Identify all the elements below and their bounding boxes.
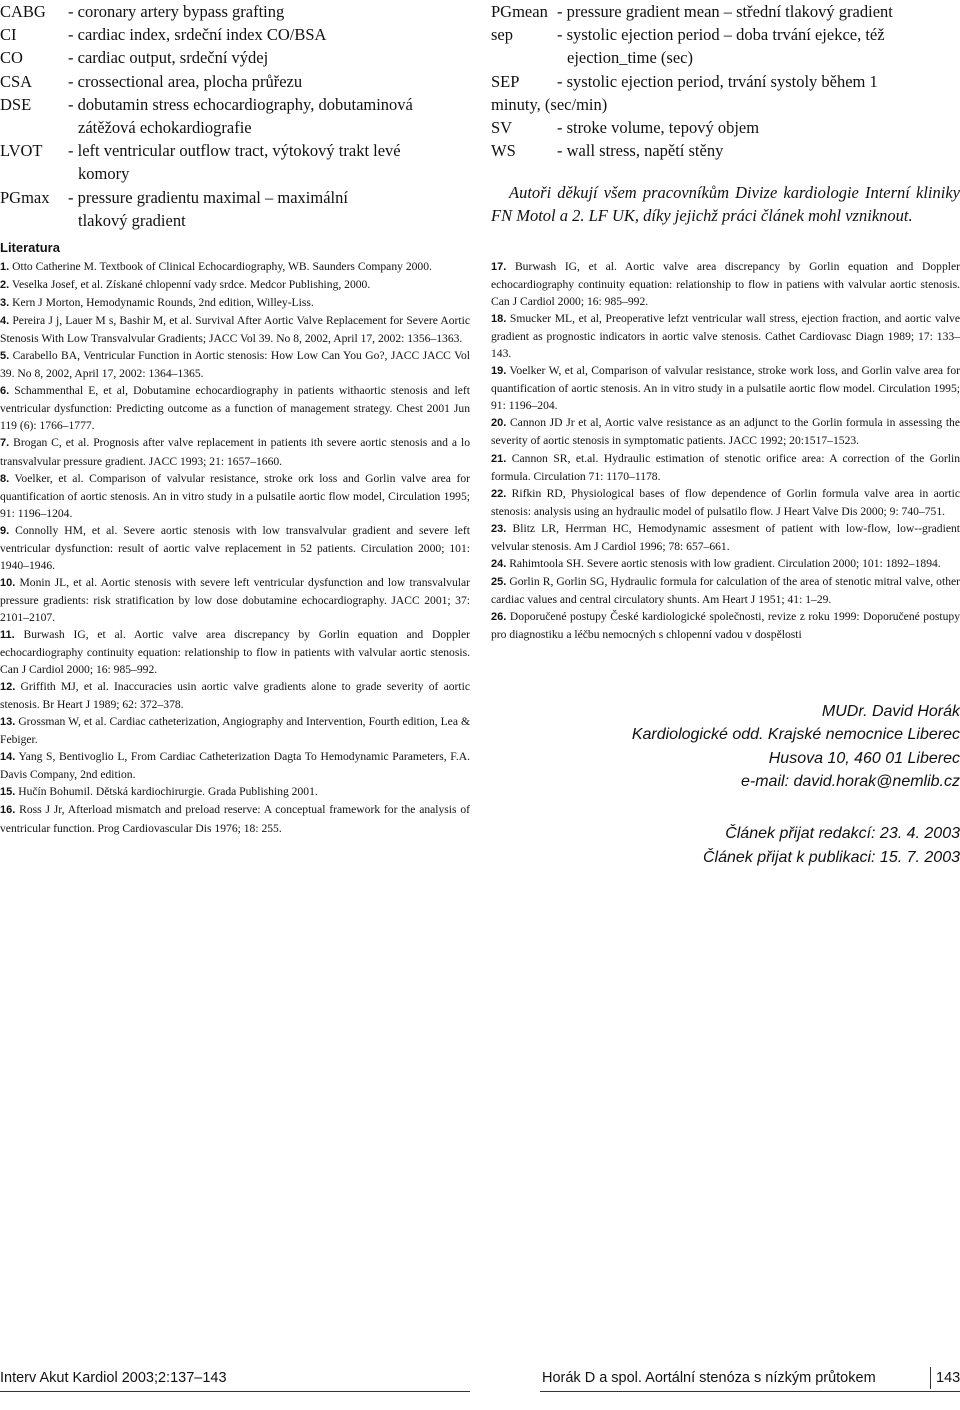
abbreviation-text: - crossectional area, plocha průřezu (68, 71, 303, 91)
reference-item (491, 573, 960, 608)
reference-number: 18. (491, 313, 507, 326)
abbreviation-text: - systolic ejection period – doba trvání ejekce, též (557, 25, 885, 45)
reference-text: Smucker ML, et al, Preoperative lefzt ventricular wall stress, ejection fraction, and aortic valve gradient as prognostic indicators in aortic valve stenosis. Cathet Cardiovasc Diagn 1989; 17: 133–143. (491, 312, 960, 361)
abbreviation-text: - stroke volume, tepový objem (557, 118, 760, 138)
abbreviation-definition (557, 70, 960, 93)
reference-text: Voelker, et al. Comparison of valvular resistance, stroke ork loss and Gorlin valve area for quantification of aortic stenosis. An in vitro study in a pulsatile aortic flow model, Circulation 1995; 91: 1196–1204. (0, 471, 470, 520)
abbreviation-list-right (491, 0, 960, 162)
reference-number: 23. (491, 522, 507, 535)
reference-item (0, 783, 470, 801)
author-street: Husova 10, 460 01 Liberec (768, 749, 960, 767)
abbreviation-row (0, 139, 470, 185)
reference-item (491, 450, 960, 485)
abbreviation-definition (557, 0, 960, 23)
reference-item (0, 748, 470, 783)
abbreviation-text-continued: tlakový gradient (78, 210, 186, 230)
abbreviation-definition (68, 23, 470, 46)
literature-heading: Literatura (0, 240, 60, 255)
reference-number: 24. (491, 557, 507, 570)
reference-item (0, 713, 470, 748)
reference-number: 22. (491, 487, 507, 500)
footer-rule-left (0, 1391, 470, 1392)
abbreviation-code: CO (0, 48, 23, 68)
reference-number: 19. (491, 365, 507, 378)
reference-number: 11. (0, 628, 15, 641)
article-dates (560, 822, 960, 869)
reference-text: Cannon SR, et.al. Hydraulic estimation of stenotic orifice area: A correction of the Gorlin formula. Circulation 71: 1170–1178. (491, 451, 960, 483)
reference-text: Connolly HM, et al. Severe aortic stenosis with low transvalvular gradient and severe left ventricular dysfunction: result of aortic valve replacement in 52 patients. Circulation 2000; 101: 1940–1946. (0, 523, 470, 572)
abbreviation-row (0, 186, 470, 232)
reference-number: 9. (0, 524, 10, 537)
abbreviation-definition (68, 186, 470, 232)
abbreviation-definition (557, 116, 960, 139)
reference-text: Yang S, Bentivoglio L, From Cardiac Catheterization Dagta To Hemodynamic Parameters, F.A. Davis Company, 2nd edition. (0, 750, 470, 782)
abbreviation-row (491, 0, 960, 23)
reference-item (491, 310, 960, 362)
abbreviation-text-continued: komory (78, 164, 130, 184)
reference-number: 25. (491, 575, 507, 588)
reference-number: 13. (0, 716, 16, 729)
reference-text: Rahimtoola SH. Severe aortic stenosis with low gradient. Circulation 2000; 101: 1892–1894. (509, 556, 941, 570)
reference-text: Rifkin RD, Physiological bases of flow dependence of Gorlin formula valve area in aortic stenosis: analysis using an hydraulic model of pulsatilo flow. J Heart Valve Dis 2000; 9: 740–751. (491, 486, 960, 518)
abbreviation-code: CSA (0, 71, 33, 91)
reference-item (0, 801, 470, 836)
abbreviation-code: CABG (0, 2, 46, 21)
reference-number: 16. (0, 804, 16, 817)
reference-text: Blitz LR, Herrman HC, Hemodynamic assesment of patient with low-flow, low--gradient velvular stenosis. Am J Cardiol 1996; 78: 657–661. (491, 521, 960, 553)
reference-text: Hučín Bohumil. Dětská kardiochirurgie. Grada Publishing 2001. (18, 785, 318, 799)
abbreviation-row (491, 23, 960, 69)
abbreviation-row (0, 93, 470, 139)
abbreviation-definition (557, 139, 960, 162)
abbreviation-row (0, 46, 470, 69)
abbreviation-row (491, 70, 960, 93)
reference-number: 15. (0, 786, 16, 799)
reference-text: Monin JL, et al. Aortic stenosis with severe left ventricular dysfunction and low transvalvular pressure gradients: risk stratification by low dose dobutamine echocardiography. JACC 2001; 37: 2101–2107. (0, 575, 470, 624)
abbreviation-row (0, 70, 470, 93)
reference-text: Ross J Jr, Afterload mismatch and preload reserve: A conceptual framework for the analysis of ventricular function. Prog Cardiovascular Dis 1976; 18: 255. (0, 803, 470, 835)
abbreviation-row (0, 0, 470, 23)
abbreviation-code: PGmean (491, 2, 548, 21)
reference-number: 5. (0, 350, 10, 363)
abbreviation-text: - wall stress, napětí stěny (557, 141, 724, 161)
abbreviation-row (0, 23, 470, 46)
abbreviation-code: WS (491, 141, 516, 161)
reference-item (0, 294, 470, 312)
abbreviation-definition (68, 46, 470, 69)
reference-text: Kern J Morton, Hemodynamic Rounds, 2nd edition, Willey-Liss. (12, 296, 314, 310)
reference-item (0, 470, 470, 522)
reference-number: 6. (0, 385, 10, 398)
author-name: MUDr. David Horák (821, 703, 960, 720)
abbreviation-continuation: minuty, (sec/min) (491, 94, 608, 114)
reference-item (491, 485, 960, 520)
reference-item (491, 608, 960, 643)
journal-citation: Interv Akut Kardiol 2003;2:137–143 (0, 1370, 227, 1386)
reference-number: 17. (491, 261, 507, 273)
abbreviation-text: - cardiac output, srdeční výdej (68, 48, 269, 68)
abbreviation-text: - pressure gradient mean – střední tlakový gradient (557, 2, 893, 21)
abbreviation-definition (68, 139, 470, 185)
reference-item (0, 626, 470, 678)
abbreviation-text: - dobutamin stress echocardiography, dobutaminová (68, 94, 413, 114)
author-address (560, 700, 960, 793)
reference-number: 1. (0, 261, 10, 273)
reference-text: Griffith MJ, et al. Inaccuracies usin aortic valve gradients alone to grade severity of aortic stenosis. Br Heart J 1989; 62: 372–378. (0, 680, 470, 712)
abbreviation-code: SEP (491, 71, 520, 91)
abbreviation-definition (557, 23, 960, 69)
reference-text: Burwash IG, et al. Aortic valve area discrepancy by Gorlin equation and Doppler echocardiography continuity equation: relationship to flow in patients with valvular aortic stenosis. Can J Cardiol 2000; 16: 985–992. (0, 627, 470, 677)
reference-item (491, 414, 960, 449)
abbreviation-text-continued: zátěžová echokardiografie (78, 118, 252, 138)
reference-text: Gorlin R, Gorlin SG, Hydraulic formula for calculation of the area of stenotic mitral valve, other cardiac values and central circulatory shunts. Am Heart J 1951; 41: 1–29. (491, 574, 960, 606)
reference-list-right (491, 258, 960, 643)
footer-rule-right (540, 1391, 930, 1392)
reference-item (0, 312, 470, 347)
page-number: 143 (936, 1370, 960, 1386)
reference-item (0, 347, 470, 382)
reference-list-left (0, 258, 470, 837)
abbreviation-definition (68, 70, 470, 93)
reference-item (0, 678, 470, 713)
reference-text: Brogan C, et al. Prognosis after valve replacement in patients ith severe aortic stenosis and a lo transvalvular pressure gradient. JACC 1993; 21: 1657–1660. (0, 436, 470, 468)
running-title: Horák D a spol. Aortální stenóza s nízkým průtokem (542, 1370, 876, 1386)
reference-number: 7. (0, 437, 10, 450)
abbreviation-code: CI (0, 25, 17, 45)
abbreviation-text: - left ventricular outflow tract, výtokový trakt levé (68, 141, 401, 161)
reference-text: Cannon JD Jr et al, Aortic valve resistance as an adjunct to the Gorlin formula in assessing the severity of aortic stenosis in symptomatic patients. JACC 1992; 20:1517–1523. (491, 416, 960, 448)
abbreviation-code: LVOT (0, 141, 43, 161)
reference-item (0, 258, 470, 276)
abbreviation-definition (68, 93, 470, 139)
reference-item (0, 276, 470, 294)
reference-number: 3. (0, 297, 10, 310)
abbreviation-row (491, 116, 960, 139)
author-department: Kardiologické odd. Krajské nemocnice Liberec (631, 726, 960, 744)
abbreviation-code: PGmax (0, 187, 50, 207)
abbreviation-text: - systolic ejection period, trvání systoly během 1 (557, 71, 878, 91)
reference-text: Veselka Josef, et al. Získané chlopenní vady srdce. Medcor Publishing, 2000. (11, 278, 371, 292)
abbreviation-code: SV (491, 118, 513, 138)
date-accepted: Článek přijat k publikaci: 15. 7. 2003 (702, 848, 960, 866)
date-received: Článek přijat redakcí: 23. 4. 2003 (725, 825, 960, 842)
reference-text: Doporučené postupy České kardiologické společnosti, revize z roku 1999: Doporučené postupy pro diagnostiku a léčbu nemocných s chlopenní vadou v dospělosti (491, 609, 960, 641)
reference-text: Pereira J j, Lauer M s, Bashir M, et al. Survival After Aortic Valve Replacement for Severe Aortic Stenosis With Low Transvalvular Gradients; JACC Vol 39. No 8, 2002, April 17, 2002: 1356–1363. (0, 314, 470, 346)
reference-number: 12. (0, 681, 16, 694)
reference-item (0, 382, 470, 434)
abbreviation-text: - pressure gradientu maximal – maximální (68, 187, 348, 207)
reference-text: Burwash IG, et al. Aortic valve area discrepancy by Gorlin equation and Doppler echocardiography continuity equation: relationship to flow in patiens with valvular aortic stenosis. Can J Cardiol 2000; 16: 985–992. (491, 260, 960, 309)
acknowledgement: Autoři děkují všem pracovníkům Divize kardiologie Interní kliniky FN Motol a 2. LF UK, díky jejichž práci článek mohl vzniknout. (491, 183, 960, 225)
reference-number: 21. (491, 452, 507, 465)
reference-item (491, 258, 960, 310)
abbreviation-list-left (0, 0, 470, 232)
abbreviation-text: - cardiac index, srdeční index CO/BSA (68, 25, 327, 45)
reference-number: 14. (0, 751, 16, 764)
abbreviation-code: DSE (0, 94, 32, 114)
footer-page-rule (930, 1391, 960, 1392)
reference-text: Schammenthal E, et al, Dobutamine echocardiography in patients withaortic stenosis and left ventricular dysfunction: Predicting outcome as a function of management strategy. Chest 2001 Jun 119 (6): 1766–1777. (0, 384, 470, 433)
reference-text: Carabello BA, Ventricular Function in Aortic stenosis: How Low Can You Go?, JACC JACC Vol 39. No 8, 2002, April 17, 2002: 1364–1365. (0, 349, 470, 381)
reference-number: 26. (491, 610, 507, 623)
reference-item (0, 434, 470, 469)
reference-number: 4. (0, 315, 10, 328)
footer-divider (930, 1367, 931, 1389)
reference-item (491, 520, 960, 555)
abbreviation-text: - coronary artery bypass grafting (68, 2, 285, 21)
reference-number: 20. (491, 417, 507, 430)
reference-number: 10. (0, 576, 16, 589)
reference-item (491, 555, 960, 573)
reference-text: Otto Catherine M. Textbook of Clinical Echocardiography, WB. Saunders Company 2000. (12, 260, 432, 273)
reference-text: Grossman W, et al. Cardiac catheterization, Angiography and Intervention, Fourth edition, Lea & Febiger. (0, 715, 470, 747)
abbreviation-code: sep (491, 25, 513, 45)
author-email[interactable]: e-mail: david.horak@nemlib.cz (741, 772, 960, 790)
reference-number: 2. (0, 279, 10, 292)
reference-text: Voelker W, et al, Comparison of valvular resistance, stroke work loss, and Gorlin valve area for quantification of aortic stenosis. An in vitro study in a pulsatile aortic flow model. Circulation 1995; 91: 1196–204. (491, 364, 960, 413)
reference-number: 8. (0, 472, 10, 485)
abbreviation-definition (68, 0, 470, 23)
page-footer (0, 1365, 960, 1410)
reference-item (491, 362, 960, 414)
reference-item (0, 522, 470, 574)
abbreviation-text-continued: ejection_time (sec) (567, 48, 693, 68)
reference-item (0, 574, 470, 626)
abbreviation-row (491, 139, 960, 162)
